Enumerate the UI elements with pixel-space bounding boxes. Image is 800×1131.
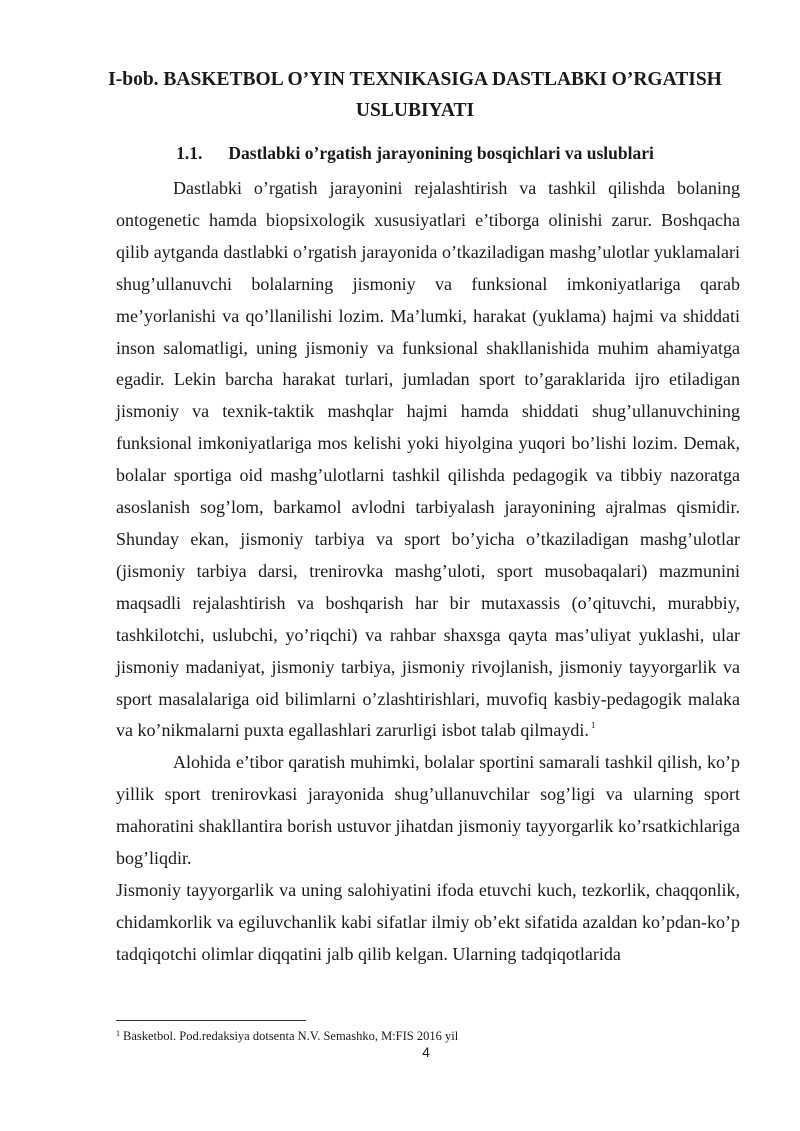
footnote-reference: 1: [590, 720, 596, 731]
section-title: Dastlabki o’rgatish jarayonining bosqichlari va uslublari: [228, 143, 654, 163]
paragraph-2: Alohida e’tibor qaratish muhimki, bolalar sportini samarali tashkil qilish, ko’p yillik sport trenirovkasi jarayonida shug’ullanuvchilar sog’ligi va ularning sport mahoratini shakllantira borish ustuvor jihatdan jismoniy tayyorgarlik ko’rsatkichlariga bog’liqdir.: [116, 752, 740, 869]
footnote-text: Basketbol. Pod.redaksiya dotsenta N.V. Semashko, M:FIS 2016 yil: [123, 1029, 459, 1043]
section-number: 1.1.: [176, 143, 203, 163]
page-number: 4: [422, 1044, 430, 1060]
footnote-divider: [116, 1020, 306, 1021]
paragraph-3: Jismoniy tayyorgarlik va uning salohiyatini ifoda etuvchi kuch, tezkorlik, chaqqonlik, chidamkorlik va egiluvchanlik kabi sifatlar ilmiy ob’ekt sifatida azaldan ko’pdan-ko’p tadqiqotchi olimlar diqqatini jalb qilib kelgan. Ularning tadqiqotlarida: [116, 879, 740, 964]
body-text: [116, 173, 740, 971]
section-heading: [100, 141, 730, 165]
footnote-marker: 1: [116, 1029, 120, 1038]
chapter-title-line-1: I-bob. BASKETBOL O’YIN TEXNIKASIGA DASTLABKI O’RGATISH: [108, 69, 722, 90]
chapter-title-line-2: USLUBIYATI: [355, 100, 475, 121]
paragraph-1-text: Dastlabki o’rgatish jarayonini rejalashtirish va tashkil qilishda bolaning ontogenetic hamda biopsixologik xususiyatlari e’tiborga olinishi zarur. Boshqacha qilib aytganda dastlabki o’rgatish jarayonida o’tkaziladigan mashg’ulotlar yuklamalari shug’ullanuvchi bolalarning jismoniy va funksional imkoniyatlariga qarab me’yorlanishi va qo’llanilishi lozim. Ma’lumki, harakat (yuklama) hajmi va shiddati inson salomatligi, uning jismoniy va funksional shakllanishida muhim ahamiyatga egadir. Lekin barcha harakat turlari, jumladan sport to’garaklarida ijro etiladigan jismoniy va texnik-taktik mashqlar hajmi hamda shiddati shug’ullanuvchining funksional imkoniyatlariga mos kelishi yoki hiyolgina yuqori bo’lishi lozim. Demak, bolalar sportiga oid mashg’ulotlarni tashkil qilishda pedagogik va tibbiy nazoratga asoslanish sog’lom, barkamol avlodni tarbiyalash jarayonining ajralmas qismidir. Shunday ekan, jismoniy tarbiya va sport bo’yicha o’tkaziladigan mashg’ulotlar (jismoniy tarbiya darsi, trenirovka mashg’uloti, sport musobaqalari) mazmunini maqsadli rejalashtirish va boshqarish har bir mutaxassis (o’qituvchi, murabbiy, tashkilotchi, uslubchi, yo’riqchi) va rahbar shaxsga qayta mas’uliyat yuklashi, ular jismoniy madaniyat, jismoniy tarbiya, jismoniy rivojlanish, jismoniy tayyorgarlik va sport masalalariga oid bilimlarni o’zlashtirishlari, muvofiq kasbiy-pedagogik malaka va ko’nikmalarni puxta egallashlari zarurligi isbot talab qilmaydi.: [116, 178, 740, 741]
footnote: [116, 1026, 716, 1044]
paragraph-1: [116, 173, 740, 747]
chapter-title: [100, 64, 730, 126]
